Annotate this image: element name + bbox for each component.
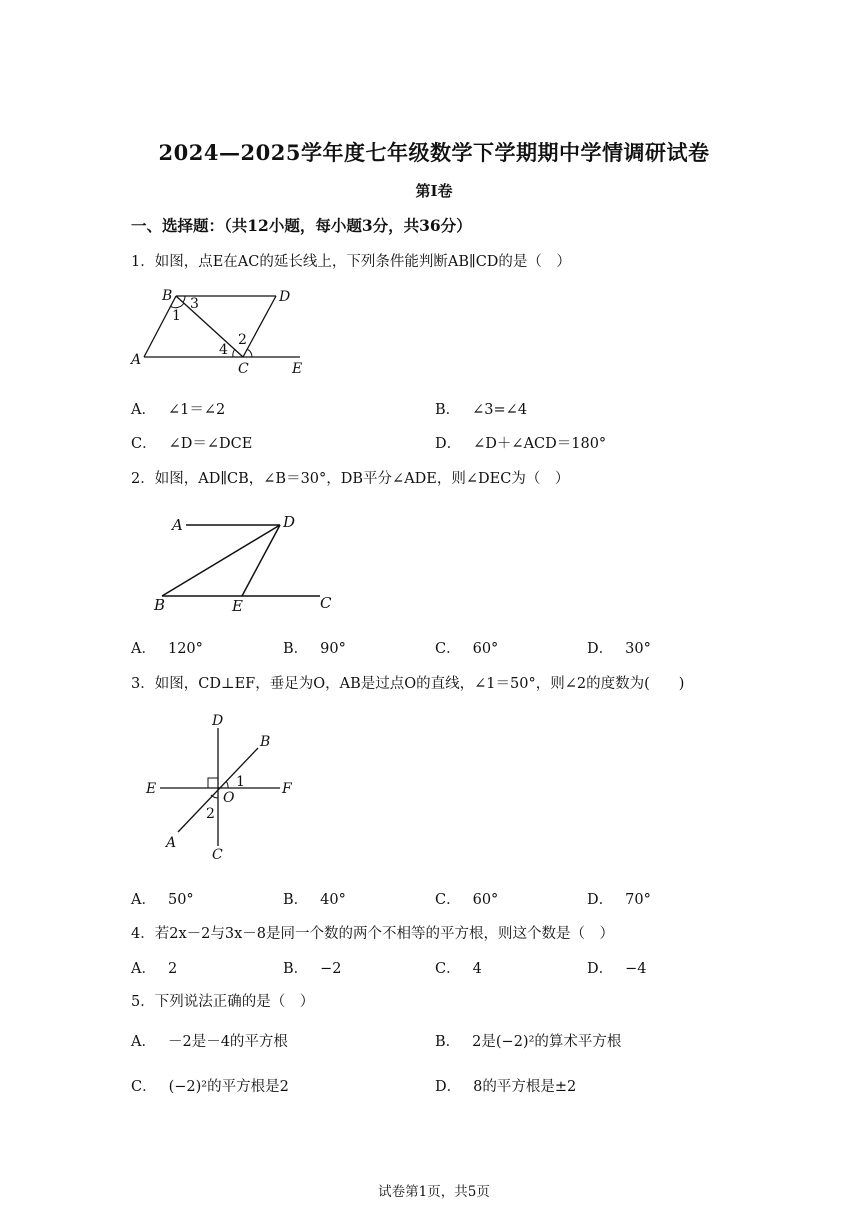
question-2-option-a[interactable] [131, 637, 203, 658]
label-a: A [172, 516, 183, 534]
option-label: A． [131, 1034, 156, 1050]
label-b: B [162, 288, 173, 304]
option-label: D． [587, 961, 614, 977]
label-e: E [232, 597, 243, 615]
option-label: B． [283, 641, 309, 657]
question-3-option-c[interactable] [435, 888, 498, 909]
label-2: 2 [206, 806, 215, 822]
option-text: 90° [320, 641, 346, 657]
option-text: ∠D＝∠DCE [168, 436, 253, 452]
question-1-stem: 1．如图，点E在AC的延长线上，下列条件能判断AB∥CD的是（ ） [131, 254, 571, 270]
question-2-option-c[interactable] [435, 637, 498, 658]
option-text: 2 [167, 961, 178, 977]
question-3-option-d[interactable] [587, 888, 651, 909]
label-b: B [154, 596, 166, 614]
option-label: B． [283, 892, 309, 908]
label-d: D [283, 513, 296, 531]
option-label: C． [435, 641, 461, 657]
option-label: B． [435, 1034, 461, 1050]
question-2-stem: 2．如图，AD∥CB，∠B＝30°，DB平分∠ADE，则∠DEC为（ ） [131, 471, 570, 487]
line-ab [144, 296, 176, 357]
question-3-option-b[interactable] [283, 888, 346, 909]
option-label: A． [131, 641, 156, 657]
question-1-figure [128, 284, 318, 379]
angle-2-arc [211, 795, 218, 798]
angle-4-arc [233, 349, 235, 357]
label-d: D [212, 713, 224, 729]
option-label: A． [131, 402, 156, 418]
label-b: B [260, 734, 271, 750]
angle-2-arc [247, 349, 252, 357]
question-5-option-b[interactable] [435, 1030, 621, 1051]
option-text: −4 [625, 961, 647, 977]
label-1: 1 [236, 774, 245, 790]
question-4-option-a[interactable] [131, 957, 177, 978]
label-c: C [238, 361, 249, 377]
question-2-option-d[interactable] [587, 637, 651, 658]
option-text: 70° [625, 892, 651, 908]
question-5-option-a[interactable] [131, 1030, 288, 1051]
label-2: 2 [238, 332, 247, 348]
label-c: C [212, 847, 223, 863]
question-5-option-c[interactable] [131, 1075, 289, 1096]
label-e: E [146, 781, 157, 797]
angle-3-arc [183, 296, 185, 302]
question-2-option-b[interactable] [283, 637, 346, 658]
label-4: 4 [219, 342, 228, 358]
section-heading: 一、选择题：（共12小题，每小题3分，共36分） [131, 216, 472, 235]
option-text: ∠3=∠4 [472, 402, 528, 418]
label-1: 1 [172, 308, 181, 324]
option-text: 8的平方根是±2 [473, 1079, 577, 1095]
question-1-option-d[interactable] [435, 432, 606, 453]
label-d: D [279, 289, 291, 305]
question-4-option-c[interactable] [435, 957, 482, 978]
option-text: 4 [472, 961, 482, 977]
option-label: C． [435, 961, 461, 977]
label-3: 3 [190, 296, 199, 312]
option-label: C． [131, 1079, 157, 1095]
right-angle-mark [208, 778, 218, 788]
line-cd [243, 296, 276, 357]
question-4-option-b[interactable] [283, 957, 342, 978]
angle-1-arc [226, 781, 228, 788]
option-text: 40° [320, 892, 346, 908]
option-text: −2 [320, 961, 342, 977]
option-text: ∠1＝∠2 [167, 402, 226, 418]
label-o: O [223, 790, 235, 806]
option-text: 2是(−2)²的算术平方根 [472, 1034, 622, 1050]
option-label: A． [131, 892, 156, 908]
volume-label: 第Ⅰ卷 [415, 182, 453, 200]
label-a: A [166, 835, 177, 851]
option-text: (−2)²的平方根是2 [168, 1079, 289, 1095]
question-4-option-d[interactable] [587, 957, 647, 978]
option-label: D． [587, 641, 614, 657]
line-bc [176, 296, 243, 357]
question-3-stem: 3．如图，CD⊥EF，垂足为O，AB是过点O的直线，∠1＝50°，则∠2的度数为( ) [131, 676, 685, 692]
option-text: －2是－4的平方根 [167, 1034, 288, 1050]
option-text: 60° [472, 641, 499, 657]
option-label: A． [131, 961, 156, 977]
question-1-option-b[interactable] [435, 398, 527, 419]
option-text: ∠D＋∠ACD＝180° [473, 436, 607, 452]
page-title: 2024—2025学年度七年级数学下学期期中学情调研试卷 [158, 140, 710, 165]
label-f: F [282, 781, 292, 797]
option-label: C． [131, 436, 157, 452]
question-1-option-c[interactable] [131, 432, 252, 453]
label-e: E [292, 361, 303, 377]
option-text: 120° [167, 641, 203, 657]
option-label: D． [435, 436, 462, 452]
option-label: B． [283, 961, 309, 977]
question-5-stem: 5．下列说法正确的是（ ） [131, 994, 315, 1010]
question-3-figure [140, 710, 305, 865]
page-footer: 试卷第1页，共5页 [378, 1184, 490, 1200]
question-4-stem: 4．若2x－2与3x－8是同一个数的两个不相等的平方根，则这个数是（ ） [131, 926, 614, 942]
label-a: A [131, 352, 142, 368]
line-bd [162, 525, 280, 596]
option-label: B． [435, 402, 461, 418]
option-label: C． [435, 892, 461, 908]
question-1-option-a[interactable] [131, 398, 225, 419]
option-text: 50° [167, 892, 194, 908]
option-label: D． [587, 892, 614, 908]
option-text: 60° [472, 892, 499, 908]
label-c: C [320, 594, 332, 612]
question-3-option-a[interactable] [131, 888, 194, 909]
question-2-figure [150, 510, 345, 615]
option-label: D． [435, 1079, 462, 1095]
option-text: 30° [625, 641, 651, 657]
question-5-option-d[interactable] [435, 1075, 576, 1096]
